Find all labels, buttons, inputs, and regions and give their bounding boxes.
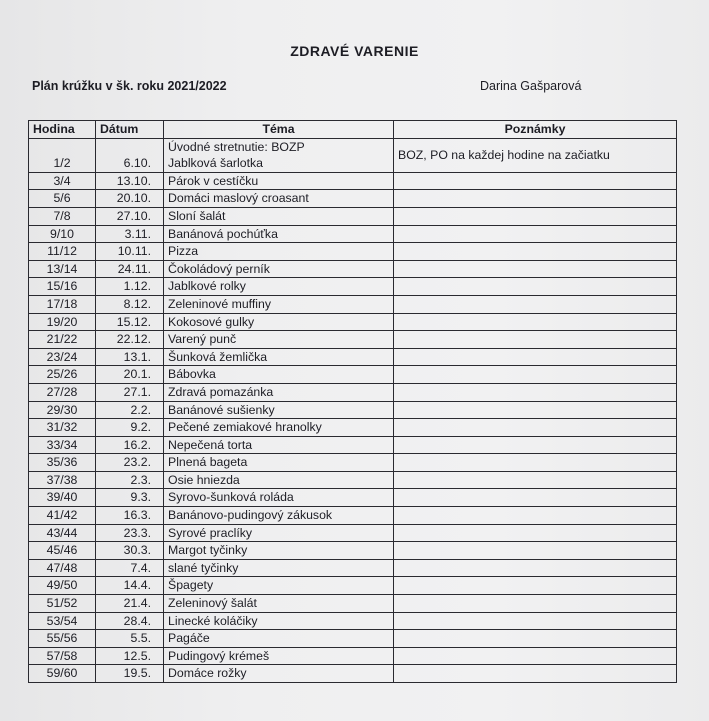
table-row bbox=[29, 489, 677, 507]
table-row bbox=[29, 630, 677, 648]
header-datum: Dátum bbox=[96, 121, 164, 139]
table-row bbox=[29, 190, 677, 208]
cell-datum: 19.5. bbox=[96, 665, 164, 683]
cell-tema: Margot tyčinky bbox=[164, 542, 394, 560]
cell-datum: 30.3. bbox=[96, 542, 164, 560]
cell-hodina: 11/12 bbox=[29, 243, 96, 261]
cell-datum: 8.12. bbox=[96, 295, 164, 313]
table-row bbox=[29, 383, 677, 401]
table-row bbox=[29, 366, 677, 384]
table-header-row bbox=[29, 121, 677, 139]
cell-tema: Jablkové rolky bbox=[164, 278, 394, 296]
cell-datum: 21.4. bbox=[96, 595, 164, 613]
cell-hodina: 51/52 bbox=[29, 595, 96, 613]
cell-poznamka bbox=[394, 366, 677, 384]
cell-datum: 20.10. bbox=[96, 190, 164, 208]
table-row bbox=[29, 225, 677, 243]
cell-poznamka bbox=[394, 577, 677, 595]
header-poznamky: Poznámky bbox=[394, 121, 677, 139]
table-row bbox=[29, 348, 677, 366]
cell-hodina: 17/18 bbox=[29, 295, 96, 313]
cell-poznamka bbox=[394, 489, 677, 507]
cell-poznamka bbox=[394, 542, 677, 560]
table-row bbox=[29, 595, 677, 613]
cell-tema: Čokoládový perník bbox=[164, 260, 394, 278]
table-row-first bbox=[29, 138, 677, 172]
cell-datum: 6.10. bbox=[96, 138, 164, 172]
cell-hodina: 23/24 bbox=[29, 348, 96, 366]
cell-datum: 9.3. bbox=[96, 489, 164, 507]
cell-hodina: 15/16 bbox=[29, 278, 96, 296]
cell-poznamka bbox=[394, 331, 677, 349]
cell-poznamka bbox=[394, 665, 677, 683]
table-row bbox=[29, 313, 677, 331]
cell-tema: Banánové sušienky bbox=[164, 401, 394, 419]
table-row bbox=[29, 542, 677, 560]
cell-tema: Špagety bbox=[164, 577, 394, 595]
cell-tema: slané tyčinky bbox=[164, 559, 394, 577]
cell-hodina: 21/22 bbox=[29, 331, 96, 349]
cell-poznamka bbox=[394, 630, 677, 648]
cell-datum: 16.3. bbox=[96, 507, 164, 525]
cell-tema: Zeleninové muffiny bbox=[164, 295, 394, 313]
cell-hodina: 43/44 bbox=[29, 524, 96, 542]
cell-tema: Osie hniezda bbox=[164, 471, 394, 489]
cell-datum: 10.11. bbox=[96, 243, 164, 261]
cell-poznamka bbox=[394, 190, 677, 208]
cell-datum: 28.4. bbox=[96, 612, 164, 630]
cell-tema: Párok v cestíčku bbox=[164, 172, 394, 190]
cell-hodina: 33/34 bbox=[29, 436, 96, 454]
table-row bbox=[29, 278, 677, 296]
table-row bbox=[29, 436, 677, 454]
cell-tema: Syrovo-šunková roláda bbox=[164, 489, 394, 507]
cell-datum: 2.2. bbox=[96, 401, 164, 419]
cell-datum: 20.1. bbox=[96, 366, 164, 384]
cell-tema: Domáce rožky bbox=[164, 665, 394, 683]
cell-tema: Zeleninový šalát bbox=[164, 595, 394, 613]
table-row bbox=[29, 454, 677, 472]
table-row bbox=[29, 577, 677, 595]
cell-hodina: 9/10 bbox=[29, 225, 96, 243]
cell-datum: 1.12. bbox=[96, 278, 164, 296]
cell-tema bbox=[164, 138, 394, 172]
cell-poznamka bbox=[394, 348, 677, 366]
cell-datum: 27.1. bbox=[96, 383, 164, 401]
table-row bbox=[29, 207, 677, 225]
cell-datum: 3.11. bbox=[96, 225, 164, 243]
cell-tema: Sloní šalát bbox=[164, 207, 394, 225]
cell-poznamka bbox=[394, 419, 677, 437]
cell-poznamka bbox=[394, 313, 677, 331]
cell-poznamka: BOZ, PO na každej hodine na začiatku bbox=[394, 138, 677, 172]
cell-poznamka bbox=[394, 243, 677, 261]
cell-poznamka bbox=[394, 612, 677, 630]
cell-datum: 2.3. bbox=[96, 471, 164, 489]
cell-poznamka bbox=[394, 278, 677, 296]
author-name: Darina Gašparová bbox=[480, 79, 582, 93]
table-row bbox=[29, 172, 677, 190]
cell-datum: 12.5. bbox=[96, 647, 164, 665]
cell-tema: Nepečená torta bbox=[164, 436, 394, 454]
table-row bbox=[29, 647, 677, 665]
cell-poznamka bbox=[394, 383, 677, 401]
cell-hodina: 39/40 bbox=[29, 489, 96, 507]
cell-tema-line1: Úvodné stretnutie: BOZP bbox=[168, 139, 305, 154]
cell-hodina: 5/6 bbox=[29, 190, 96, 208]
cell-poznamka bbox=[394, 524, 677, 542]
cell-tema: Zdravá pomazánka bbox=[164, 383, 394, 401]
cell-hodina: 37/38 bbox=[29, 471, 96, 489]
schedule-table bbox=[28, 120, 677, 683]
cell-hodina: 29/30 bbox=[29, 401, 96, 419]
cell-datum: 22.12. bbox=[96, 331, 164, 349]
cell-datum: 23.3. bbox=[96, 524, 164, 542]
cell-tema: Banánová pochúťka bbox=[164, 225, 394, 243]
cell-tema: Kokosové gulky bbox=[164, 313, 394, 331]
cell-tema: Plnená bageta bbox=[164, 454, 394, 472]
cell-tema: Pizza bbox=[164, 243, 394, 261]
cell-hodina: 45/46 bbox=[29, 542, 96, 560]
table-row bbox=[29, 260, 677, 278]
cell-hodina: 3/4 bbox=[29, 172, 96, 190]
cell-tema: Domáci maslový croasant bbox=[164, 190, 394, 208]
cell-datum: 15.12. bbox=[96, 313, 164, 331]
cell-tema: Varený punč bbox=[164, 331, 394, 349]
cell-hodina: 31/32 bbox=[29, 419, 96, 437]
cell-poznamka bbox=[394, 507, 677, 525]
table-row bbox=[29, 419, 677, 437]
cell-hodina: 7/8 bbox=[29, 207, 96, 225]
table-row bbox=[29, 401, 677, 419]
table-row bbox=[29, 243, 677, 261]
document-title: ZDRAVÉ VARENIE bbox=[290, 43, 419, 59]
table-row bbox=[29, 524, 677, 542]
cell-tema: Linecké koláčiky bbox=[164, 612, 394, 630]
cell-datum: 24.11. bbox=[96, 260, 164, 278]
cell-datum: 5.5. bbox=[96, 630, 164, 648]
cell-hodina: 41/42 bbox=[29, 507, 96, 525]
cell-poznamka bbox=[394, 647, 677, 665]
cell-poznamka bbox=[394, 595, 677, 613]
cell-datum: 7.4. bbox=[96, 559, 164, 577]
cell-tema: Pudingový krémeš bbox=[164, 647, 394, 665]
table-row bbox=[29, 665, 677, 683]
cell-hodina: 27/28 bbox=[29, 383, 96, 401]
cell-tema: Banánovo-pudingový zákusok bbox=[164, 507, 394, 525]
header-tema: Téma bbox=[164, 121, 394, 139]
cell-poznamka bbox=[394, 225, 677, 243]
cell-datum: 27.10. bbox=[96, 207, 164, 225]
cell-tema: Šunková žemlička bbox=[164, 348, 394, 366]
cell-hodina: 47/48 bbox=[29, 559, 96, 577]
cell-hodina: 1/2 bbox=[29, 138, 96, 172]
cell-poznamka bbox=[394, 436, 677, 454]
cell-hodina: 57/58 bbox=[29, 647, 96, 665]
cell-datum: 13.10. bbox=[96, 172, 164, 190]
table-row bbox=[29, 559, 677, 577]
cell-hodina: 35/36 bbox=[29, 454, 96, 472]
cell-datum: 16.2. bbox=[96, 436, 164, 454]
table-row bbox=[29, 612, 677, 630]
cell-poznamka bbox=[394, 454, 677, 472]
cell-tema-line2: Jablková šarlotka bbox=[168, 156, 264, 171]
cell-poznamka bbox=[394, 471, 677, 489]
cell-datum: 14.4. bbox=[96, 577, 164, 595]
cell-poznamka bbox=[394, 260, 677, 278]
cell-tema: Bábovka bbox=[164, 366, 394, 384]
cell-poznamka bbox=[394, 295, 677, 313]
cell-hodina: 13/14 bbox=[29, 260, 96, 278]
cell-poznamka bbox=[394, 559, 677, 577]
table-row bbox=[29, 471, 677, 489]
cell-tema: Syrové praclíky bbox=[164, 524, 394, 542]
table-row bbox=[29, 507, 677, 525]
cell-poznamka bbox=[394, 207, 677, 225]
cell-hodina: 53/54 bbox=[29, 612, 96, 630]
table-row bbox=[29, 331, 677, 349]
cell-poznamka bbox=[394, 401, 677, 419]
cell-datum: 13.1. bbox=[96, 348, 164, 366]
cell-datum: 9.2. bbox=[96, 419, 164, 437]
header-hodina: Hodina bbox=[29, 121, 96, 139]
cell-tema: Pagáče bbox=[164, 630, 394, 648]
table-row bbox=[29, 295, 677, 313]
plan-heading: Plán krúžku v šk. roku 2021/2022 bbox=[32, 79, 227, 93]
cell-tema: Pečené zemiakové hranolky bbox=[164, 419, 394, 437]
cell-hodina: 49/50 bbox=[29, 577, 96, 595]
cell-poznamka bbox=[394, 172, 677, 190]
cell-hodina: 19/20 bbox=[29, 313, 96, 331]
cell-datum: 23.2. bbox=[96, 454, 164, 472]
cell-hodina: 25/26 bbox=[29, 366, 96, 384]
cell-hodina: 55/56 bbox=[29, 630, 96, 648]
cell-hodina: 59/60 bbox=[29, 665, 96, 683]
